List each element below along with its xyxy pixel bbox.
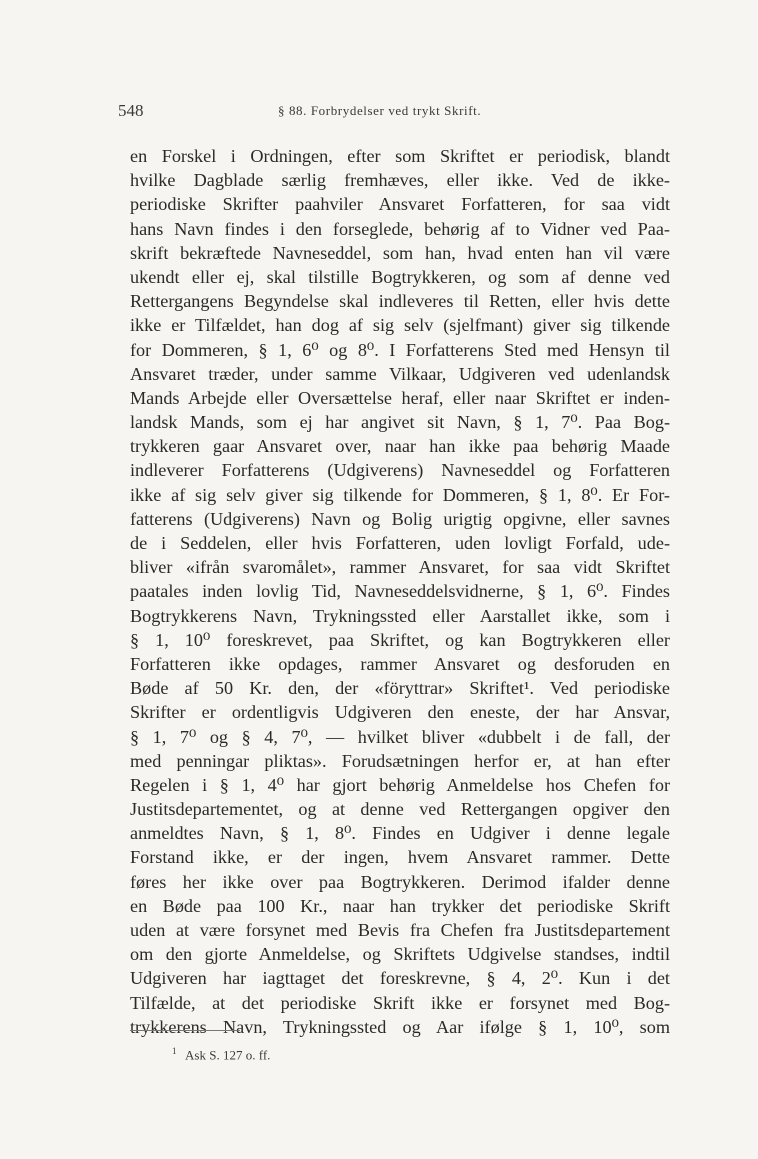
text-line: Skrifter er ordentligvis Udgiveren den eneste, der har Ansvar, — [130, 702, 670, 723]
footnote — [172, 1046, 270, 1063]
text-line: fatterens (Udgiverens) Navn og Bolig urigtig opgivne, eller savnes — [130, 508, 670, 529]
text-line: Tilfælde, at det periodiske Skrift ikke er forsynet med Bog- — [130, 992, 670, 1013]
text-line: Forstand ikke, er der ingen, hvem Ansvaret rammer. Dette — [130, 847, 670, 868]
text-line: en Forskel i Ordningen, efter som Skriftet er periodisk, blandt — [130, 146, 670, 166]
text-line: en Bøde paa 100 Kr., naar han trykker det periodiske Skrift — [130, 895, 670, 916]
text-line: Bøde af 50 Kr. den, der «föryttrar» Skriftet¹. Ved periodiske — [130, 678, 670, 699]
running-head: § 88. Forbrydelser ved trykt Skrift. — [278, 103, 482, 118]
text-line: Mands Arbejde eller Oversættelse heraf, eller naar Skriftet er inden- — [130, 387, 670, 408]
text-line: Udgiveren har iagttaget det foreskrevne, § 4, 2⁰. Kun i det — [130, 968, 670, 989]
text-line: Forfatteren ikke opdages, rammer Ansvaret og desforuden en — [130, 653, 670, 674]
text-line: skrift bekræftede Navneseddel, som han, hvad enten han vil være — [130, 242, 670, 263]
footnote-marker: 1 — [172, 1046, 177, 1056]
text-line: med penningar pliktas». Forudsætningen herfor er, at han efter — [130, 750, 670, 771]
text-line: § 1, 7⁰ og § 4, 7⁰, — hvilket bliver «dubbelt i de fall, der — [130, 726, 670, 747]
text-line: ukendt eller ej, skal tilstille Bogtrykkeren, og som af denne ved — [130, 266, 670, 287]
text-line: anmeldtes Navn, § 1, 8⁰. Findes en Udgiver i denne legale — [130, 823, 670, 844]
text-line: ikke af sig selv giver sig tilkende for Dommeren, § 1, 8⁰. Er For- — [130, 484, 670, 505]
text-line: om den gjorte Anmeldelse, og Skriftets Udgivelse standses, indtil — [130, 944, 670, 965]
text-line: Bogtrykkerens Navn, Trykningssted eller Aarstallet ikke, som i — [130, 605, 670, 626]
text-line: § 1, 10⁰ foreskrevet, paa Skriftet, og kan Bogtrykkeren eller — [130, 629, 670, 650]
text-line: ikke er Tilfældet, han dog af sig selv (sjelfmant) giver sig tilkende — [130, 315, 670, 336]
text-line: Ansvaret træder, under samme Vilkaar, Udgiveren ved udenlandsk — [130, 363, 670, 384]
text-line: trykkeren gaar Ansvaret over, naar han ikke paa behørig Maade — [130, 436, 670, 457]
footnote-rule — [130, 1030, 240, 1031]
text-line: periodiske Skrifter paahviler Ansvaret Forfatteren, for saa vidt — [130, 194, 670, 215]
text-line: bliver «ifrån svaromålet», rammer Ansvaret, for saa vidt Skriftet — [130, 557, 670, 578]
text-line: føres her ikke over paa Bogtrykkeren. Derimod ifalder denne — [130, 871, 670, 892]
body-text — [130, 144, 670, 1039]
text-line: Justitsdepartementet, og at denne ved Rettergangen opgiver den — [130, 799, 670, 820]
page-header — [118, 101, 678, 121]
page-number: 548 — [118, 101, 144, 120]
text-line: for Dommeren, § 1, 6⁰ og 8⁰. I Forfatterens Sted med Hensyn til — [130, 339, 670, 360]
text-line: indleverer Forfatterens (Udgiverens) Navneseddel og Forfatteren — [130, 460, 670, 481]
footnote-text: Ask S. 127 o. ff. — [185, 1047, 271, 1063]
text-line: Regelen i § 1, 4⁰ har gjort behørig Anmeldelse hos Chefen for — [130, 774, 670, 795]
text-line: hans Navn findes i den forseglede, behørig af to Vidner ved Paa- — [130, 218, 670, 239]
text-line: de i Seddelen, eller hvis Forfatteren, uden lovligt Forfald, ude- — [130, 533, 670, 553]
text-line: Rettergangens Begyndelse skal indleveres til Retten, eller hvis dette — [130, 291, 670, 312]
text-line: paatales inden lovlig Tid, Navneseddelsvidnerne, § 1, 6⁰. Findes — [130, 581, 670, 602]
text-line: trykkerens Navn, Trykningssted og Aar ifølge § 1, 10⁰, som — [130, 1016, 670, 1037]
text-line: hvilke Dagblade særlig fremhæves, eller ikke. Ved de ikke- — [130, 170, 670, 191]
text-line: landsk Mands, som ej har angivet sit Navn, § 1, 7⁰. Paa Bog- — [130, 412, 670, 433]
text-line: uden at være forsynet med Bevis fra Chefen fra Justitsdepartement — [130, 920, 670, 940]
